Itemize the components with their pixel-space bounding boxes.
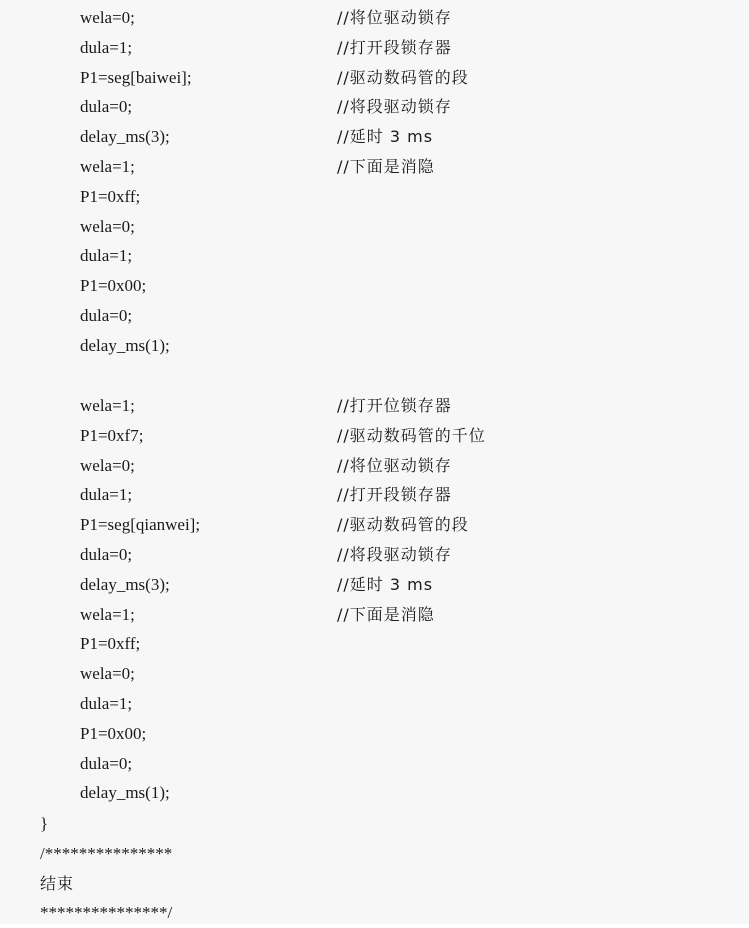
- code-statement: delay_ms(1);: [80, 783, 170, 803]
- code-statement: dula=1;: [80, 694, 133, 713]
- code-line: [0, 540, 749, 570]
- code-statement: wela=1;: [80, 604, 135, 624]
- code-line: [0, 778, 749, 808]
- code-line: [0, 271, 749, 301]
- end-comment-close: ***************/: [40, 903, 173, 922]
- code-comment: //延时 3 ms: [337, 127, 434, 147]
- code-comment: //驱动数码管的段: [337, 515, 469, 535]
- code-comment: //将段驱动锁存: [337, 97, 452, 117]
- code-statement: wela=1;: [80, 157, 135, 176]
- code-comment: //将段驱动锁存: [337, 545, 452, 564]
- end-comment-text: 结束: [40, 874, 75, 893]
- code-line: [0, 629, 749, 659]
- code-statement: dula=0;: [80, 753, 133, 773]
- code-line: [0, 63, 749, 93]
- code-comment: //下面是消隐: [337, 604, 435, 624]
- code-statement: wela=0;: [80, 216, 135, 236]
- code-statement: P1=0x00;: [80, 276, 147, 296]
- code-line: [0, 152, 749, 182]
- code-statement: dula=0;: [80, 306, 133, 325]
- code-line: [0, 182, 749, 212]
- code-statement: dula=1;: [80, 485, 133, 505]
- code-statement: P1=0x00;: [80, 723, 147, 743]
- code-line: [0, 749, 749, 779]
- code-line: [0, 600, 749, 630]
- code-comment: //打开段锁存器: [337, 37, 452, 57]
- code-line: [0, 451, 749, 481]
- closing-brace-line: [0, 809, 749, 839]
- code-comment: //驱动数码管的段: [337, 67, 469, 87]
- closing-brace: }: [40, 814, 49, 833]
- code-line: [0, 480, 749, 510]
- code-statement: delay_ms(1);: [80, 335, 170, 355]
- code-comment: //打开位锁存器: [337, 396, 452, 415]
- code-comment: //打开段锁存器: [337, 485, 452, 505]
- code-statement: dula=1;: [80, 37, 133, 57]
- code-line: [0, 3, 749, 33]
- code-statement: wela=1;: [80, 396, 135, 415]
- code-comment: //延时 3 ms: [337, 574, 434, 594]
- code-line: [0, 719, 749, 749]
- code-line: [0, 659, 749, 689]
- code-comment: //下面是消隐: [337, 157, 435, 176]
- code-line: [0, 301, 749, 331]
- code-statement: dula=0;: [80, 545, 133, 564]
- code-statement: wela=0;: [80, 455, 135, 475]
- code-statement: P1=seg[qianwei];: [80, 515, 201, 535]
- code-line: [0, 122, 749, 152]
- end-comment-open: /***************: [40, 844, 173, 863]
- end-comment-open-line: [0, 839, 749, 869]
- code-statement: P1=0xf7;: [80, 425, 144, 445]
- end-comment-text-line: [0, 869, 749, 899]
- code-statement: P1=seg[baiwei];: [80, 67, 192, 87]
- code-line: [0, 421, 749, 451]
- code-statement: dula=1;: [80, 246, 133, 266]
- code-statement: wela=0;: [80, 664, 135, 684]
- code-statement: delay_ms(3);: [80, 127, 170, 147]
- code-statement: wela=0;: [80, 8, 135, 27]
- code-comment: //将位驱动锁存: [337, 8, 452, 27]
- code-line: [0, 92, 749, 122]
- code-comment: //驱动数码管的千位: [337, 425, 486, 445]
- code-line: [0, 391, 749, 421]
- code-comment: //将位驱动锁存: [337, 455, 452, 475]
- code-statement: P1=0xff;: [80, 186, 141, 206]
- code-statement: P1=0xff;: [80, 634, 141, 654]
- code-line: [0, 570, 749, 600]
- code-line: [0, 331, 749, 361]
- code-line: [0, 241, 749, 271]
- code-line: [0, 510, 749, 540]
- code-line: [0, 33, 749, 63]
- code-line: [0, 212, 749, 242]
- code-statement: dula=0;: [80, 97, 133, 117]
- code-line: [0, 689, 749, 719]
- code-statement: delay_ms(3);: [80, 574, 170, 594]
